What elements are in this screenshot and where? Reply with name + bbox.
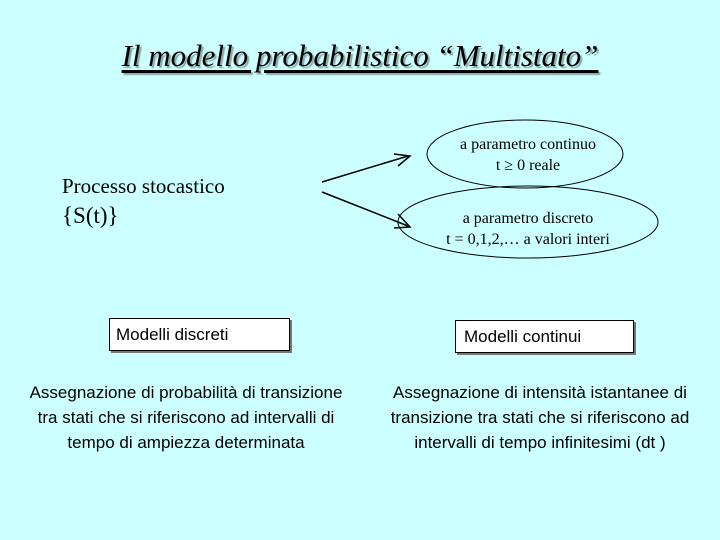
arrow-to-discrete (322, 192, 408, 226)
discrete-parameter-line1: a parametro discreto (462, 210, 594, 227)
continuous-models-box: Modelli continui (455, 320, 634, 353)
continuous-parameter-line1: a parametro continuo (460, 136, 596, 153)
process-label: Processo stocastico (62, 174, 225, 198)
slide-title: Il modello probabilistico “Multistato” (121, 38, 599, 73)
discrete-parameter-text (408, 208, 648, 250)
continuous-models-description: Assegnazione di intensità istantanee di transizione tra stati che si riferiscono ad intervalli di tempo infinitesimi (dt ) (390, 383, 690, 452)
arrow-to-continuous (322, 156, 408, 182)
discrete-models-description: Assegnazione di probabilità di transizione tra stati che si riferiscono ad intervalli di tempo di ampiezza determinata (29, 383, 343, 452)
discrete-models-box: Modelli discreti (109, 318, 290, 351)
process-notation: {S(t)} (62, 203, 119, 228)
continuous-parameter-line2: t ≥ 0 reale (495, 157, 561, 174)
continuous-parameter-text (428, 134, 628, 176)
discrete-parameter-line2: t = 0,1,2,… a valori interi (446, 231, 610, 248)
